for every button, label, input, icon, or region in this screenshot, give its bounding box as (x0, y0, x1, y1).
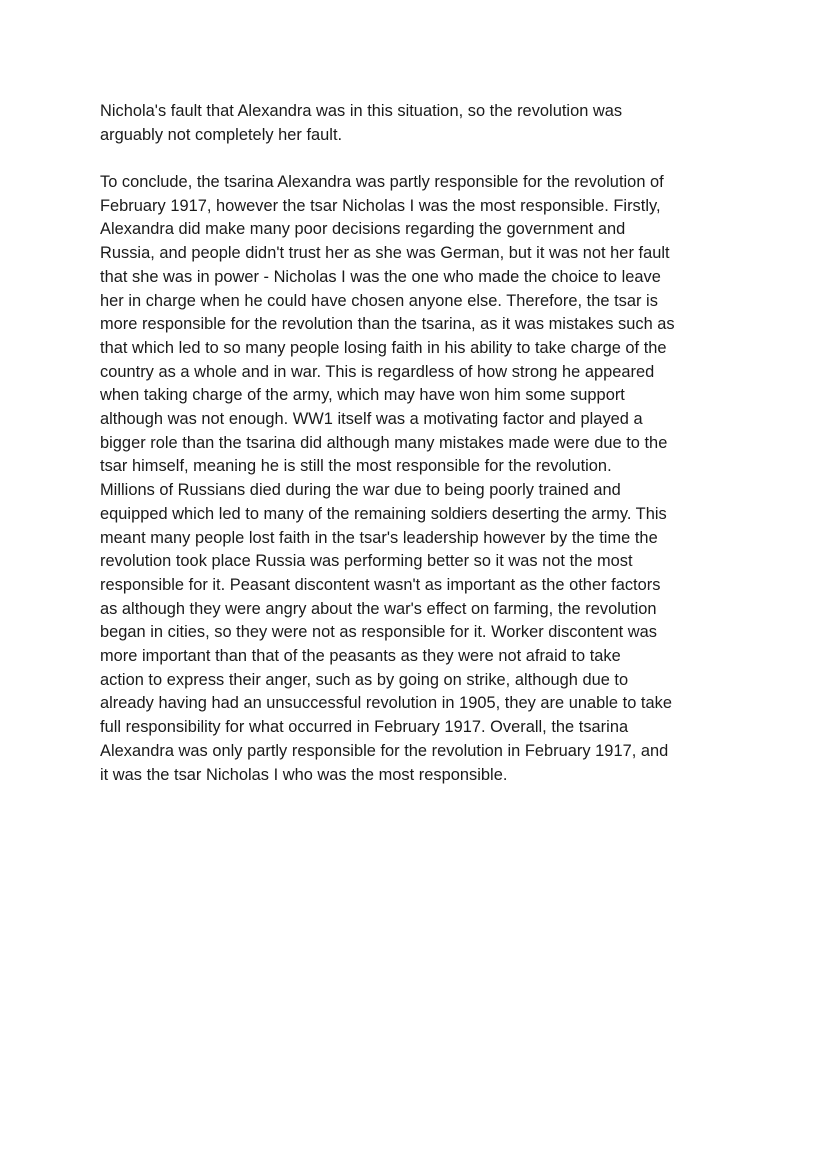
text-line: full responsibility for what occurred in February 1917. Overall, the tsarina (100, 718, 629, 737)
text-line: country as a whole and in war. This is regardless of how strong he appeared (100, 362, 655, 381)
text-line: action to express their anger, such as by going on strike, although due to (100, 670, 629, 689)
text-line: February 1917, however the tsar Nicholas I was the most responsible. Firstly, (100, 196, 661, 215)
text-line: her in charge when he could have chosen anyone else. Therefore, the tsar is (100, 291, 658, 310)
text-line: Alexandra did make many poor decisions regarding the government and (100, 220, 626, 239)
text-line: revolution took place Russia was performing better so it was not the most (100, 552, 633, 571)
text-line: already having had an unsuccessful revolution in 1905, they are unable to take (100, 694, 672, 713)
text-line: although was not enough. WW1 itself was a motivating factor and played a (100, 410, 643, 429)
text-line: began in cities, so they were not as responsible for it. Worker discontent was (100, 623, 657, 642)
paragraph-2 (100, 171, 732, 787)
text-line: Millions of Russians died during the war due to being poorly trained and (100, 481, 621, 500)
text-line: bigger role than the tsarina did although many mistakes made were due to the (100, 433, 668, 452)
text-line: when taking charge of the army, which may have won him some support (100, 386, 625, 405)
text-line: equipped which led to many of the remaining soldiers deserting the army. This (100, 504, 667, 523)
text-line: meant many people lost faith in the tsar's leadership however by the time the (100, 528, 658, 547)
text-line: more important than that of the peasants as they were not afraid to take (100, 647, 621, 666)
text-line: more responsible for the revolution than the tsarina, as it was mistakes such as (100, 315, 675, 334)
paragraph-1 (100, 100, 732, 147)
text-line: arguably not completely her fault. (100, 125, 343, 144)
text-line: To conclude, the tsarina Alexandra was partly responsible for the revolution of (100, 173, 664, 191)
text-line: Russia, and people didn't trust her as she was German, but it was not her fault (100, 244, 670, 263)
text-line: Nichola's fault that Alexandra was in this situation, so the revolution was (100, 102, 623, 120)
text-line: tsar himself, meaning he is still the most responsible for the revolution. (100, 457, 612, 476)
text-line: that which led to so many people losing faith in his ability to take charge of the (100, 338, 667, 357)
text-line: as although they were angry about the war's effect on farming, the revolution (100, 599, 657, 618)
text-line: Alexandra was only partly responsible for the revolution in February 1917, and (100, 741, 669, 760)
text-line: that she was in power - Nicholas I was the one who made the choice to leave (100, 267, 661, 286)
text-line: it was the tsar Nicholas I who was the most responsible. (100, 765, 508, 784)
text-line: responsible for it. Peasant discontent wasn't as important as the other factors (100, 575, 661, 594)
